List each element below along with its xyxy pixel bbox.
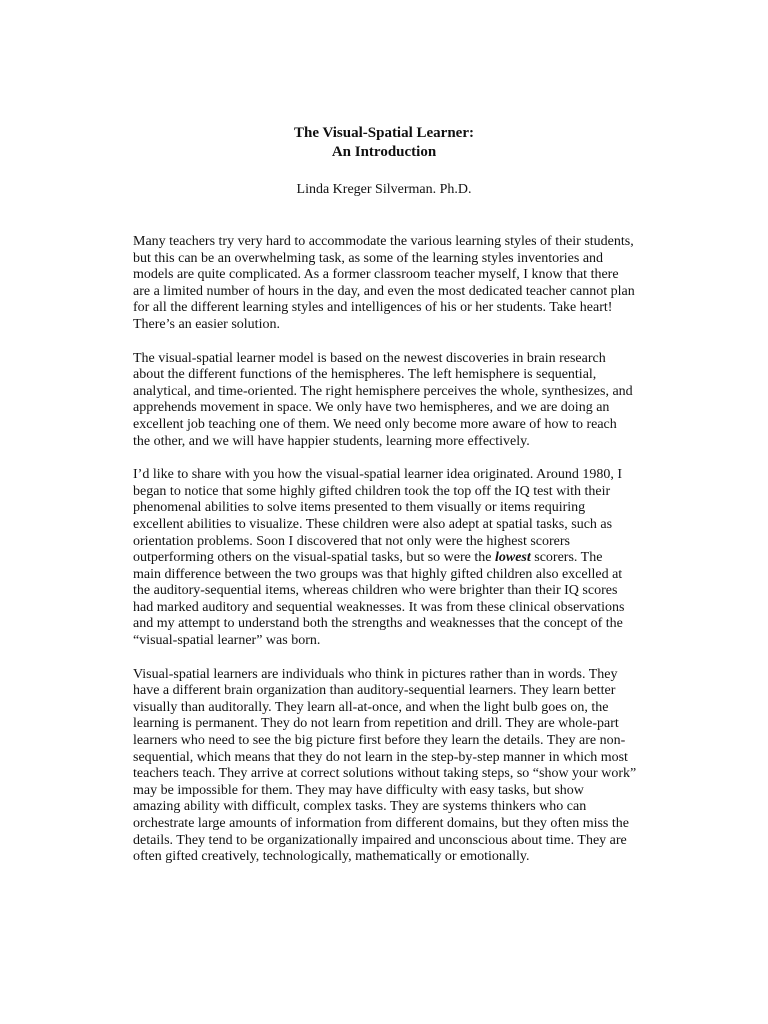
text-line: orientation problems. Soon I discovered that not only were the highest scorers: [133, 533, 571, 549]
text-line: I’d like to share with you how the visual-spatial learner idea originated. Around 1980, I: [133, 467, 623, 483]
text-line: amazing ability with difficult, complex tasks. They are systems thinkers who can: [133, 799, 587, 815]
text-line: and my attempt to understand both the strengths and weaknesses that the concept of the: [133, 616, 623, 632]
text-line: teachers teach. They arrive at correct solutions without taking steps, so “show your work”: [133, 766, 637, 782]
text-line: for all the different learning styles and intelligences of his or her students. Take heart!: [133, 300, 613, 316]
text-line: main difference between the two groups was that highly gifted children also excelled at: [133, 566, 623, 582]
document-title: [0, 124, 768, 162]
author-byline: Linda Kreger Silverman. Ph.D.: [296, 182, 472, 197]
text-line: had marked auditory and sequential weaknesses. It was from these clinical observations: [133, 599, 625, 615]
text-line: often gifted creatively, technologically, mathematically or emotionally.: [133, 849, 530, 865]
title-line-1: The Visual-Spatial Learner:: [293, 125, 474, 141]
line-segment: scorers. The: [530, 550, 603, 566]
text-line: the auditory-sequential items, whereas children who were brighter than their IQ scores: [133, 583, 618, 599]
text-line: analytical, and time-oriented. The right hemisphere perceives the whole, synthesizes, and: [133, 383, 633, 399]
text-line: but this can be an overwhelming task, as some of the learning styles inventories and: [133, 250, 604, 266]
text-line: learning is permanent. They do not learn from repetition and drill. They are whole-part: [133, 716, 619, 732]
text-line: Visual-spatial learners are individuals who think in pictures rather than in words. They: [133, 666, 618, 682]
text-line: learners who need to see the big picture first before they learn the details. They are non-: [133, 733, 626, 749]
text-line: apprehends movement in space. We only have two hemispheres, and we are doing an: [133, 400, 610, 416]
text-line: sequential, which means that they do not learn in the step-by-step manner in which most: [133, 749, 628, 765]
text-line: models are quite complicated. As a former classroom teacher myself, I know that there: [133, 267, 619, 283]
paragraph-2: [133, 351, 643, 451]
text-line: excellent abilities to visualize. These children were also adept at spatial tasks, such as: [133, 516, 613, 532]
text-line: Many teachers try very hard to accommodate the various learning styles of their students,: [133, 234, 634, 249]
text-line: have a different brain organization than auditory-sequential learners. They learn better: [133, 683, 616, 699]
text-line: visually than auditorally. They learn all-at-once, and when the light bulb goes on, the: [133, 699, 609, 715]
paragraph-4: [133, 667, 643, 866]
text-line: “visual-spatial learner” was born.: [133, 633, 321, 649]
text-line: details. They tend to be organizationally impaired and unconscious about time. They are: [133, 832, 627, 848]
text-line: may be impossible for them. They may have difficulty with easy tasks, but show: [133, 782, 584, 798]
text-line: the other, and we will have happier students, learning more effectively.: [133, 433, 530, 449]
text-line: phenomenal abilities to solve items presented to them visually or items requiring: [133, 500, 586, 516]
text-line: began to notice that some highly gifted children took the top off the IQ test with their: [133, 483, 611, 499]
text-line: There’s an easier solution.: [133, 316, 280, 332]
title-line-2: An Introduction: [331, 144, 437, 160]
document-body: [133, 234, 643, 883]
text-line: orchestrate large amounts of information from different domains, but they often miss the: [133, 816, 629, 831]
text-line: are a limited number of hours in the day, and even the most dedicated teacher cannot plan: [133, 283, 635, 299]
text-line: about the different functions of the hemispheres. The left hemisphere is sequential,: [133, 367, 597, 383]
line-segment: outperforming others on the visual-spatial tasks, but so were the: [133, 550, 495, 566]
emphasized-word: lowest: [494, 550, 531, 566]
paragraph-1: [133, 234, 643, 334]
paragraph-3: [133, 467, 643, 650]
text-line: excellent job teaching one of them. We need only become more aware of how to reach: [133, 416, 617, 432]
text-line-with-emphasis: [133, 550, 643, 567]
text-line: The visual-spatial learner model is based on the newest discoveries in brain research: [133, 350, 606, 366]
